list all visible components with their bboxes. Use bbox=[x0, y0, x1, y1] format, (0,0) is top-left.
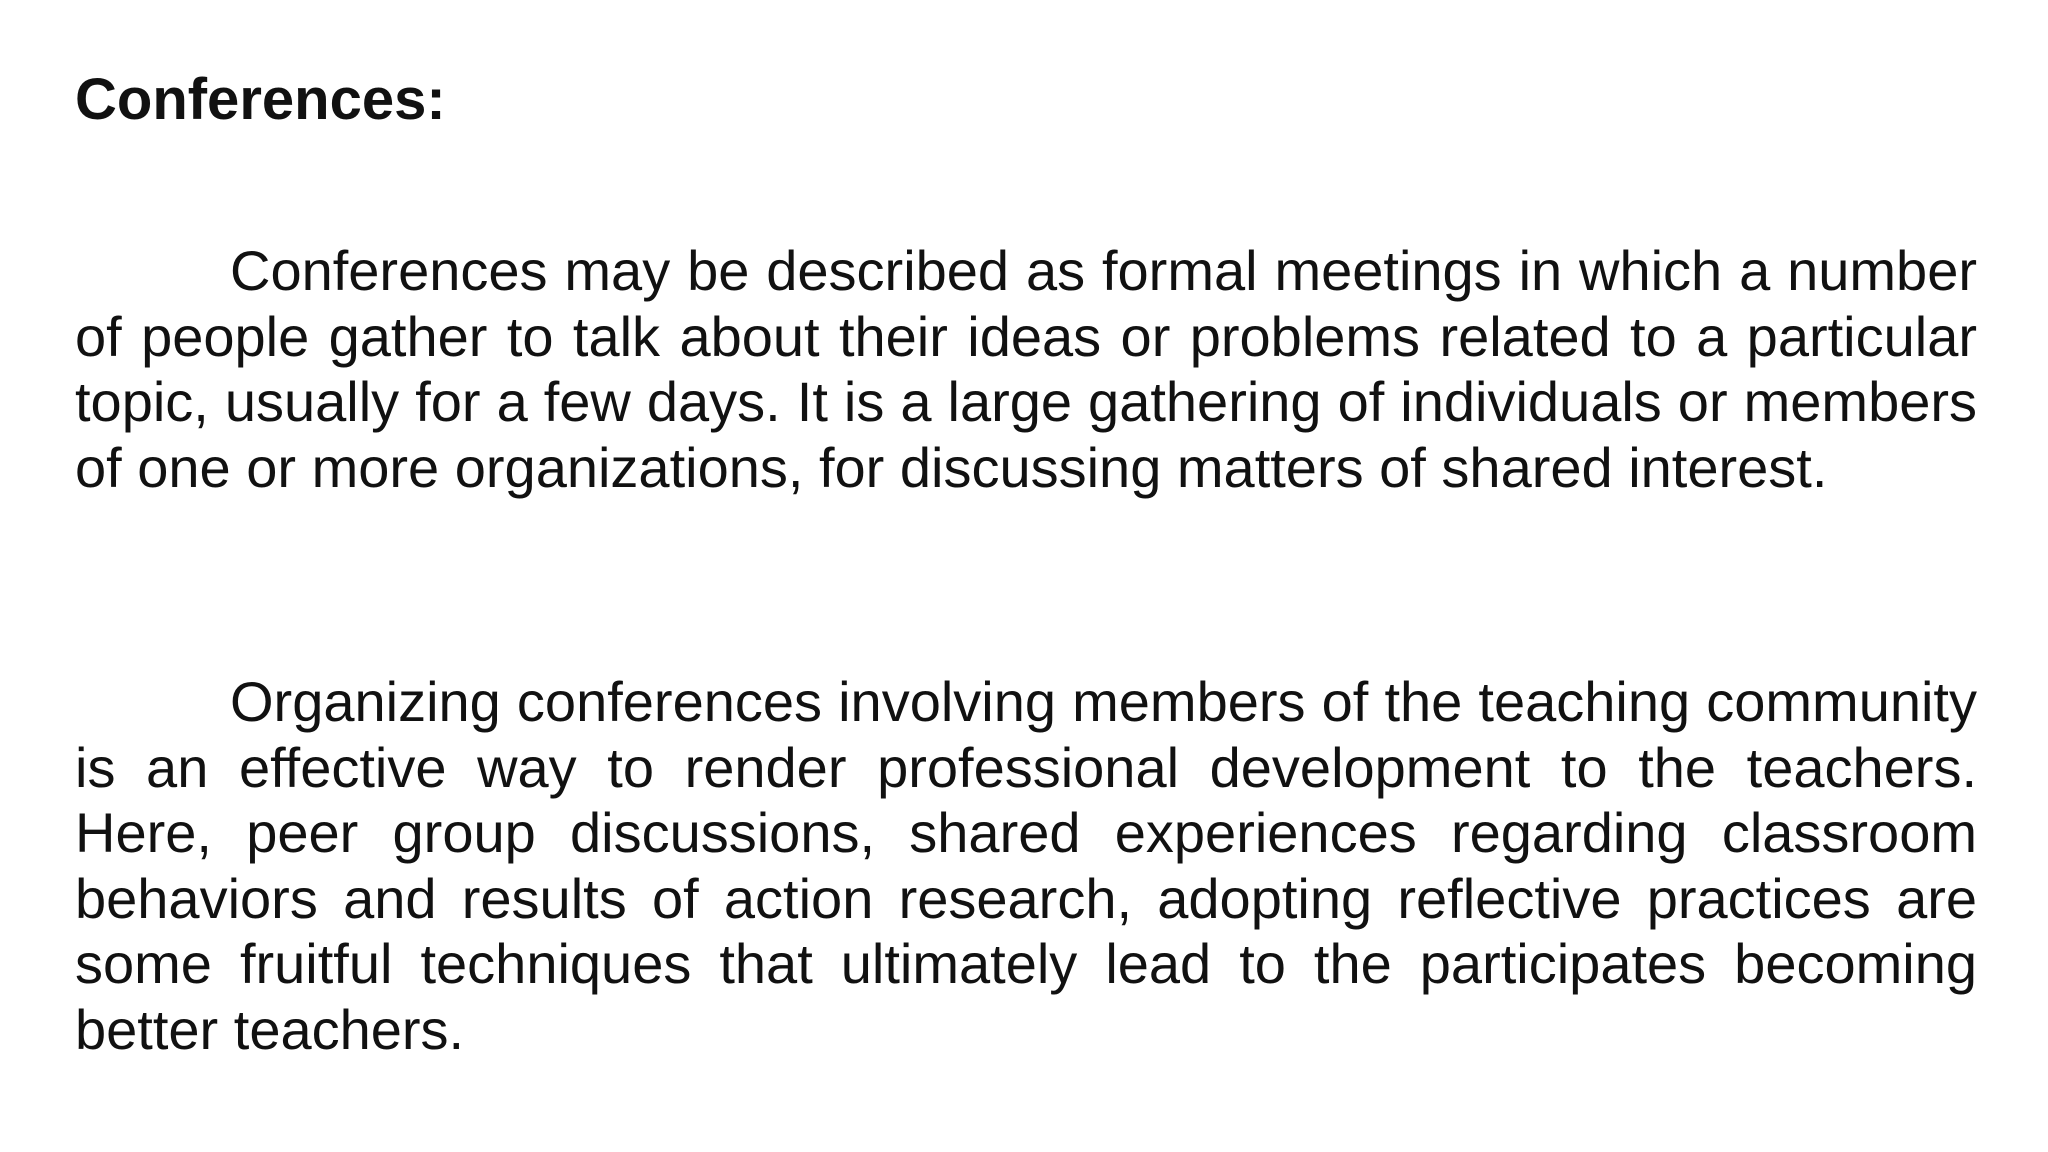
paragraph-conferences-definition: Conferences may be described as formal meetings in which a number of people gather to talk about their ideas or problems related to a particular topic, usually for a few days. It is a large gathering of individuals or members of one or more organizations, for discussing matters of shared interest. bbox=[75, 239, 1977, 499]
section-heading: Conferences: bbox=[75, 67, 446, 132]
paragraph-teacher-development: Organizing conferences involving members of the teaching community is an effective way to render professional development to the teachers. Here, peer group discussions, shared experiences regarding classroom behaviors and results of action research, adopting reflective practices are some fruitful techniques that ultimately lead to the participates becoming better teachers. bbox=[75, 670, 1977, 1061]
